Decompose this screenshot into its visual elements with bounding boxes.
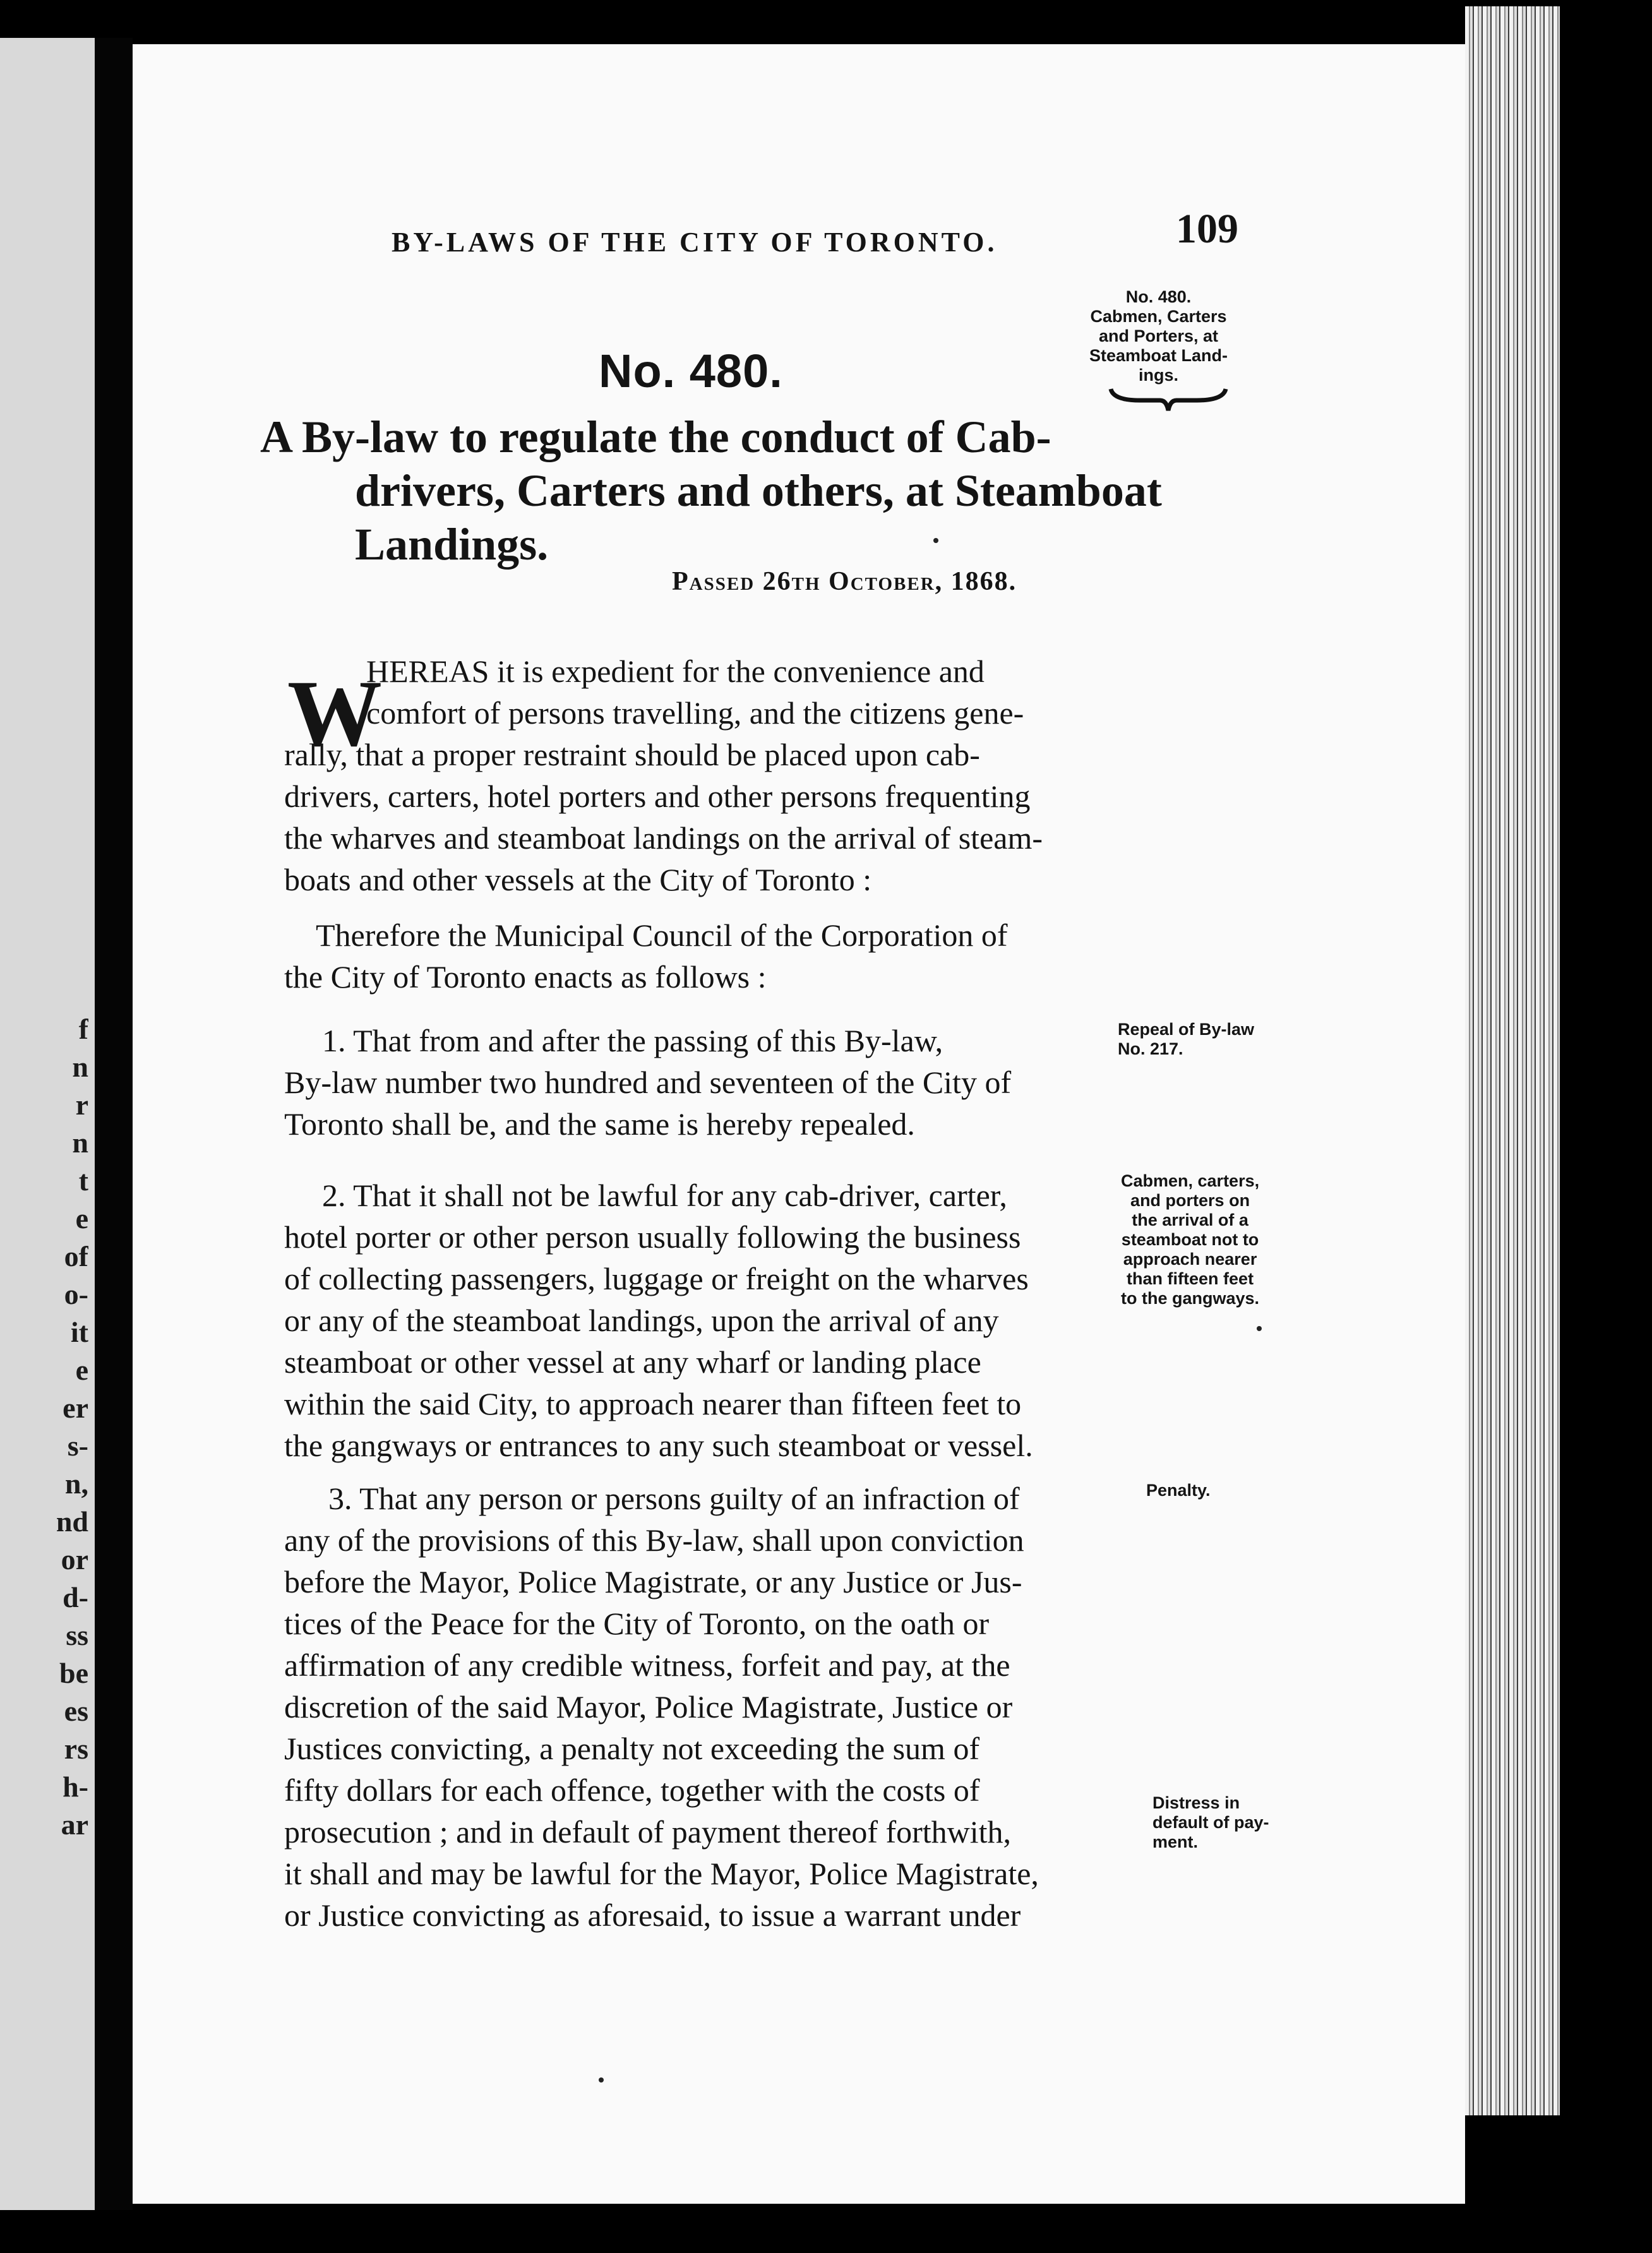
fragment-line: ss xyxy=(66,1619,88,1651)
print-speck xyxy=(933,538,938,543)
fragment-line: rs xyxy=(64,1733,88,1765)
side-note-line: Repeal of By-law xyxy=(1118,1020,1255,1039)
text-line: HEREAS it is expedient for the convenience and xyxy=(366,654,985,689)
section-2 xyxy=(284,1174,1124,1466)
page-number: 109 xyxy=(1176,206,1238,252)
text-line: boats and other vessels at the City of Toronto : xyxy=(284,862,872,897)
fragment-line: r xyxy=(75,1089,88,1121)
text-line: within the said City, to approach nearer than fifteen feet to xyxy=(284,1386,1022,1421)
side-note-line: Cabmen, carters, xyxy=(1121,1171,1260,1190)
text-line: the gangways or entrances to any such steamboat or vessel. xyxy=(284,1428,1033,1463)
title-line: drivers, Carters and others, at Steamboat xyxy=(355,465,1162,516)
text-line: 2. That it shall not be lawful for any cab-driver, carter, xyxy=(322,1178,1007,1213)
fragment-line: s- xyxy=(67,1430,88,1462)
fragment-line: or xyxy=(61,1543,88,1575)
side-note-line: default of pay- xyxy=(1152,1813,1269,1832)
side-note-line: than fifteen feet xyxy=(1127,1269,1254,1288)
side-note-line: and porters on xyxy=(1130,1191,1250,1210)
fragment-line: nd xyxy=(56,1505,88,1538)
fragment-line: n, xyxy=(64,1467,88,1500)
print-speck xyxy=(599,2077,604,2083)
text-line: Justices convicting, a penalty not exceeding the sum of xyxy=(284,1731,980,1766)
side-note-line: approach nearer xyxy=(1123,1250,1257,1269)
fragment-line: ar xyxy=(61,1808,88,1841)
bylaw-number: No. 480. xyxy=(599,345,783,397)
side-note-repeal xyxy=(1118,1020,1254,1059)
side-note-line: Cabmen, Carters xyxy=(1090,307,1227,326)
text-line: tices of the Peace for the City of Toronto, on the oath or xyxy=(284,1606,990,1641)
fragment-line: n xyxy=(72,1051,88,1083)
side-note-line: ings. xyxy=(1139,366,1179,385)
text-line: prosecution ; and in default of payment thereof forthwith, xyxy=(284,1814,1012,1850)
fragment-line: t xyxy=(78,1164,88,1197)
side-note-cabmen xyxy=(1121,1171,1259,1308)
text-line: before the Mayor, Police Magistrate, or any Justice or Jus- xyxy=(284,1564,1022,1599)
section-3 xyxy=(284,1478,1124,1936)
text-line: Toronto shall be, and the same is hereby repealed. xyxy=(284,1106,915,1142)
text-line: 3. That any person or persons guilty of an infraction of xyxy=(328,1481,1020,1516)
fragment-line: e xyxy=(75,1354,88,1386)
side-note-line: steamboat not to xyxy=(1121,1230,1259,1249)
text-line: rally, that a proper restraint should be placed upon cab- xyxy=(284,737,980,772)
side-note-bylaw-subject xyxy=(1089,287,1228,385)
whereas-paragraph xyxy=(284,650,1124,900)
fragment-line: it xyxy=(70,1316,88,1348)
side-note-line: No. 217. xyxy=(1118,1039,1183,1058)
print-speck xyxy=(1257,1326,1262,1331)
fragment-line: h- xyxy=(63,1771,88,1803)
side-note-line: the arrival of a xyxy=(1132,1210,1248,1229)
text-line: steamboat or other vessel at any wharf or landing place xyxy=(284,1344,981,1380)
side-note-penalty xyxy=(1146,1481,1211,1500)
fragment-line: d- xyxy=(63,1581,88,1613)
fragment-line: e xyxy=(75,1202,88,1234)
text-line: fifty dollars for each offence, together with the costs of xyxy=(284,1772,980,1808)
fragment-line: n xyxy=(72,1126,88,1159)
text-line: the City of Toronto enacts as follows : xyxy=(284,959,767,995)
text-line: the wharves and steamboat landings on the arrival of steam- xyxy=(284,820,1043,856)
fragment-line: f xyxy=(78,1013,88,1045)
text-line: any of the provisions of this By-law, shall upon conviction xyxy=(284,1522,1024,1558)
side-note-line: to the gangways. xyxy=(1121,1289,1260,1308)
left-page-fragments xyxy=(0,1010,95,1844)
fragment-line: of xyxy=(64,1240,88,1272)
drop-cap: W xyxy=(287,661,382,766)
fragment-line: o- xyxy=(64,1278,88,1310)
text-line: Therefore the Municipal Council of the Corporation of xyxy=(316,917,1008,953)
side-note-line: Steamboat Land- xyxy=(1089,346,1228,365)
bylaw-title xyxy=(260,410,1162,571)
fragment-line: be xyxy=(59,1657,88,1689)
side-note-distress xyxy=(1152,1793,1269,1852)
text-line: it shall and may be lawful for the Mayor, Police Magistrate, xyxy=(284,1856,1039,1891)
text-line: or any of the steamboat landings, upon the arrival of any xyxy=(284,1303,999,1338)
title-line: Landings. xyxy=(355,519,549,570)
running-header: BY-LAWS OF THE CITY OF TORONTO. xyxy=(392,227,998,258)
side-note-line: and Porters, at xyxy=(1098,326,1219,345)
book-gutter xyxy=(95,38,133,2210)
brace-icon xyxy=(1108,385,1228,414)
fragment-line: es xyxy=(64,1695,88,1727)
text-line: affirmation of any credible witness, forfeit and pay, at the xyxy=(284,1647,1010,1683)
text-line: By-law number two hundred and seventeen of the City of xyxy=(284,1065,1012,1100)
text-line: discretion of the said Mayor, Police Magistrate, Justice or xyxy=(284,1689,1013,1724)
side-note-line: Penalty. xyxy=(1146,1481,1211,1500)
fragment-line: er xyxy=(63,1392,88,1424)
title-line: A By-law to regulate the conduct of Cab- xyxy=(260,412,1051,462)
side-note-line: No. 480. xyxy=(1125,287,1192,306)
text-line: of collecting passengers, luggage or freight on the wharves xyxy=(284,1261,1029,1296)
page-edges xyxy=(1465,6,1560,2115)
side-note-line: ment. xyxy=(1152,1832,1199,1851)
text-line: hotel porter or other person usually following the business xyxy=(284,1219,1021,1255)
text-line: comfort of persons travelling, and the citizens gene- xyxy=(366,695,1024,731)
side-note-line: Distress in xyxy=(1152,1793,1240,1812)
text-line: or Justice convicting as aforesaid, to issue a warrant under xyxy=(284,1897,1021,1933)
text-line: drivers, carters, hotel porters and other persons frequenting xyxy=(284,779,1031,814)
passed-date: Passed 26th October, 1868. xyxy=(672,567,1017,596)
text-line: 1. That from and after the passing of this By-law, xyxy=(322,1023,943,1058)
enacting-paragraph xyxy=(284,914,1124,998)
section-1 xyxy=(284,1020,1124,1145)
